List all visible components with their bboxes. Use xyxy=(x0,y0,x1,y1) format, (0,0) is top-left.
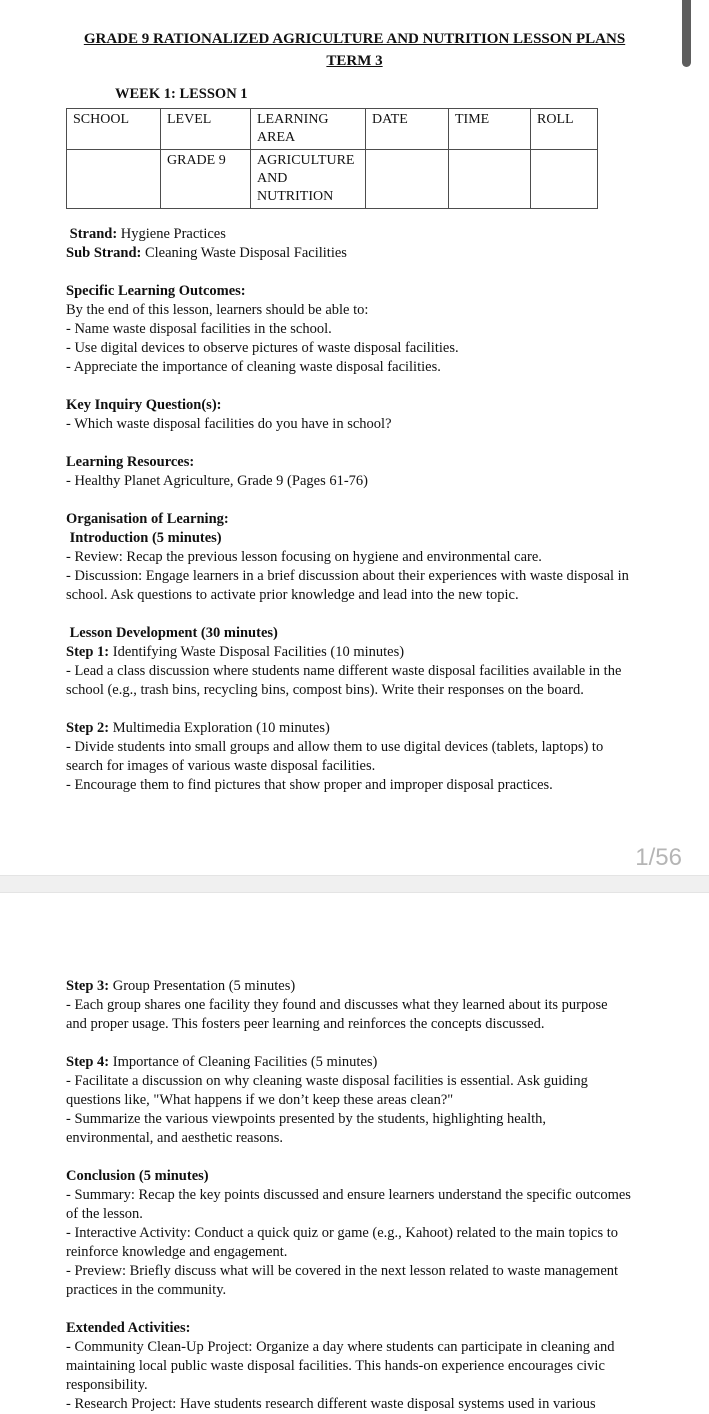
header-cell-roll: ROLL xyxy=(531,109,598,150)
text-line: Sub Strand: Cleaning Waste Disposal Facilities xyxy=(66,245,347,261)
text-line: Step 1: Identifying Waste Disposal Facilities (10 minutes) xyxy=(66,644,405,660)
text-line: Strand: Hygiene Practices xyxy=(66,226,226,242)
text-line: responsibility. xyxy=(66,1377,148,1393)
text-line: Extended Activities: xyxy=(66,1320,191,1336)
paragraph-block xyxy=(66,453,669,491)
text-line: - Research Project: Have students research different waste disposal systems used in various xyxy=(66,1396,596,1412)
table-header-row xyxy=(67,109,598,150)
header-cell-time: TIME xyxy=(449,109,531,150)
text-line: Step 2: Multimedia Exploration (10 minutes) xyxy=(66,720,330,736)
text-line: Organisation of Learning: xyxy=(66,511,229,527)
text-line: school. Ask questions to activate prior knowledge and lead into the new topic. xyxy=(66,587,519,603)
paragraph-block xyxy=(66,719,669,795)
text-line: Step 4: Importance of Cleaning Facilities (5 minutes) xyxy=(66,1054,378,1070)
paragraph-block xyxy=(66,977,669,1034)
text-line: Lesson Development (30 minutes) xyxy=(66,625,278,641)
table-value-row xyxy=(67,150,598,209)
paragraph-block xyxy=(66,510,669,605)
text-line: - Name waste disposal facilities in the school. xyxy=(66,321,332,337)
text-line: of the lesson. xyxy=(66,1206,143,1222)
vertical-scrollbar-thumb[interactable] xyxy=(682,0,691,67)
text-line: - Discussion: Engage learners in a brief discussion about their experiences with waste disposal in xyxy=(66,568,629,584)
text-line: - Which waste disposal facilities do you have in school? xyxy=(66,416,392,432)
value-cell-roll xyxy=(531,150,598,209)
document-title xyxy=(0,0,709,72)
paragraph-block xyxy=(66,1319,669,1414)
text-line: environmental, and aesthetic reasons. xyxy=(66,1130,284,1146)
text-line: Step 3: Group Presentation (5 minutes) xyxy=(66,978,296,994)
value-cell-date xyxy=(366,150,449,209)
text-line: questions like, "What happens if we don’t keep these areas clean?" xyxy=(66,1092,454,1108)
text-line: - Divide students into small groups and allow them to use digital devices (tablets, laptops) to xyxy=(66,739,604,755)
text-line: Key Inquiry Question(s): xyxy=(66,397,222,413)
page-gap-separator xyxy=(0,875,709,893)
text-line: - Facilitate a discussion on why cleaning waste disposal facilities is essential. Ask guiding xyxy=(66,1073,588,1089)
text-line: Learning Resources: xyxy=(66,454,195,470)
text-line: - Community Clean-Up Project: Organize a day where students can participate in cleaning and xyxy=(66,1339,615,1355)
title-line-2: TERM 3 xyxy=(326,53,383,69)
document-page-2 xyxy=(0,893,709,1412)
text-line: Conclusion (5 minutes) xyxy=(66,1168,209,1184)
text-line: practices in the community. xyxy=(66,1282,227,1298)
paragraph-block xyxy=(66,282,669,377)
paragraph-block xyxy=(66,624,669,700)
text-line: and proper usage. This fosters peer learning and reinforces the concepts discussed. xyxy=(66,1016,545,1032)
header-cell-learning-area: LEARNING AREA xyxy=(251,109,366,150)
text-line: - Encourage them to find pictures that show proper and improper disposal practices. xyxy=(66,777,553,793)
text-line: - Lead a class discussion where students name different waste disposal facilities available in the xyxy=(66,663,622,679)
text-line: - Each group shares one facility they found and discusses what they learned about its purpose xyxy=(66,997,608,1013)
lesson-info-table xyxy=(66,108,598,209)
text-line: Specific Learning Outcomes: xyxy=(66,283,246,299)
paragraph-block xyxy=(66,396,669,434)
page-1-body xyxy=(66,225,669,795)
value-cell-time xyxy=(449,150,531,209)
text-line: - Appreciate the importance of cleaning waste disposal facilities. xyxy=(66,359,441,375)
text-line: school (e.g., trash bins, recycling bins, compost bins). Write their responses on the board. xyxy=(66,682,584,698)
value-cell-level: GRADE 9 xyxy=(161,150,251,209)
week-lesson-heading: WEEK 1: LESSON 1 xyxy=(115,86,248,102)
text-line: - Summary: Recap the key points discussed and ensure learners understand the specific outcomes xyxy=(66,1187,631,1203)
paragraph-block xyxy=(66,225,669,263)
value-cell-learning-area: AGRICULTURE AND NUTRITION xyxy=(251,150,366,209)
page-2-body xyxy=(66,977,669,1414)
header-cell-date: DATE xyxy=(366,109,449,150)
text-line: maintaining local public waste disposal facilities. This hands-on experience encourages civic xyxy=(66,1358,605,1374)
text-line: - Summarize the various viewpoints presented by the students, highlighting health, xyxy=(66,1111,547,1127)
text-line: - Interactive Activity: Conduct a quick quiz or game (e.g., Kahoot) related to the main topics to xyxy=(66,1225,619,1241)
text-line: Introduction (5 minutes) xyxy=(66,530,222,546)
text-line: search for images of various waste disposal facilities. xyxy=(66,758,376,774)
header-cell-school: SCHOOL xyxy=(67,109,161,150)
text-line: - Preview: Briefly discuss what will be covered in the next lesson related to waste management xyxy=(66,1263,619,1279)
text-line: - Use digital devices to observe pictures of waste disposal facilities. xyxy=(66,340,459,356)
paragraph-block xyxy=(66,1053,669,1148)
value-cell-school xyxy=(67,150,161,209)
title-line-1: GRADE 9 RATIONALIZED AGRICULTURE AND NUTRITION LESSON PLANS xyxy=(83,31,626,47)
text-line: By the end of this lesson, learners should be able to: xyxy=(66,302,369,318)
paragraph-block xyxy=(66,1167,669,1300)
page-indicator: 1/56 xyxy=(635,844,682,871)
text-line: - Review: Recap the previous lesson focusing on hygiene and environmental care. xyxy=(66,549,542,565)
header-cell-level: LEVEL xyxy=(161,109,251,150)
text-line: reinforce knowledge and engagement. xyxy=(66,1244,288,1260)
text-line: - Healthy Planet Agriculture, Grade 9 (Pages 61-76) xyxy=(66,473,368,489)
